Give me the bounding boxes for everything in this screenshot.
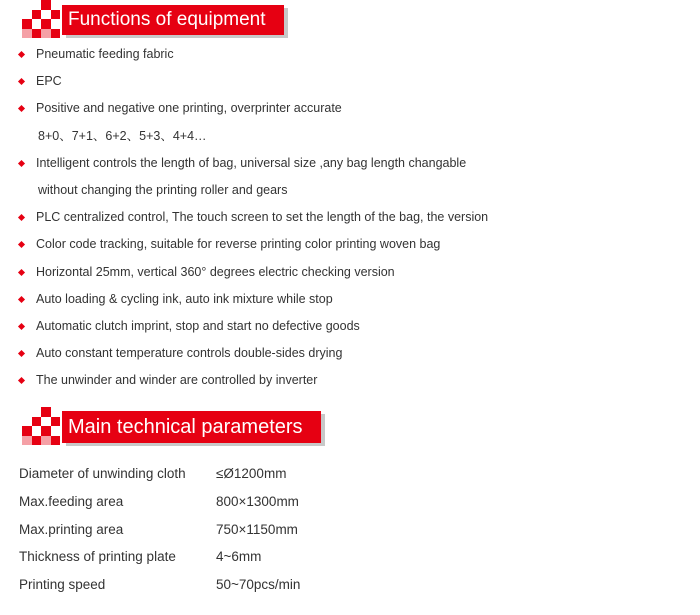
feature-list [0, 41, 700, 394]
bullet-diamond-icon [18, 160, 25, 167]
parameter-value: 750×1150mm [216, 521, 298, 537]
parameter-value: 800×1300mm [216, 493, 299, 509]
list-item-text: Positive and negative one printing, overprinter accurate [36, 101, 342, 116]
checker-logo-icon [22, 407, 60, 445]
list-item-text: without changing the printing roller and gears [38, 182, 288, 197]
bullet-diamond-icon [18, 78, 25, 85]
list-item-text: Auto constant temperature controls double-sides drying [36, 346, 343, 361]
table-row [18, 516, 618, 544]
list-item [0, 150, 700, 177]
parameter-value: ≤Ø1200mm [216, 466, 287, 481]
list-item [0, 313, 700, 340]
list-item-text: Intelligent controls the length of bag, universal size ,any bag length changable [36, 155, 467, 170]
bullet-diamond-icon [18, 51, 25, 58]
list-item-text: Automatic clutch imprint, stop and start no defective goods [36, 318, 360, 333]
list-item [0, 177, 700, 204]
list-item [0, 95, 700, 122]
parameter-name: Max.feeding area [19, 493, 124, 509]
bullet-diamond-icon [18, 241, 25, 248]
table-row [18, 488, 618, 516]
list-item [0, 286, 700, 313]
bullet-diamond-icon [18, 323, 25, 330]
table-row [18, 543, 618, 571]
bullet-diamond-icon [18, 296, 25, 303]
list-item-text: Horizontal 25mm, vertical 360° degrees electric checking version [36, 264, 395, 279]
list-item-text: Auto loading & cycling ink, auto ink mixture while stop [36, 291, 333, 306]
parameters-table [18, 460, 618, 599]
parameter-name: Printing speed [19, 577, 106, 593]
bullet-diamond-icon [18, 105, 25, 112]
list-item [0, 367, 700, 394]
bullet-diamond-icon [18, 268, 25, 275]
list-item [0, 204, 700, 231]
parameter-name: Thickness of printing plate [19, 549, 176, 565]
bullet-diamond-icon [18, 214, 25, 221]
list-item [0, 123, 700, 150]
list-item-text: The unwinder and winder are controlled by inverter [36, 373, 318, 388]
parameter-name: Diameter of unwinding cloth [19, 466, 186, 481]
parameter-value: 4~6mm [216, 549, 262, 565]
table-row [18, 571, 618, 599]
bullet-diamond-icon [18, 350, 25, 357]
list-item [0, 68, 700, 95]
section-header-parameters [0, 407, 700, 445]
section-header-functions [0, 0, 700, 38]
checker-logo-icon [22, 0, 60, 38]
list-item-text: Color code tracking, suitable for reverse printing color printing woven bag [36, 237, 441, 252]
bullet-diamond-icon [18, 377, 25, 384]
list-item [0, 340, 700, 367]
section-title: Main technical parameters [62, 411, 321, 443]
section-title: Functions of equipment [62, 5, 284, 35]
list-item-text: PLC centralized control, The touch screen to set the length of the bag, the version [36, 210, 489, 225]
list-item-text: Pneumatic feeding fabric [36, 47, 174, 61]
parameter-name: Max.printing area [19, 521, 124, 537]
list-item [0, 41, 700, 68]
list-item [0, 231, 700, 258]
table-row [18, 460, 618, 488]
list-item-text: 8+0、7+1、6+2、5+3、4+4… [38, 128, 207, 143]
list-item [0, 259, 700, 286]
list-item-text: EPC [36, 74, 62, 89]
parameter-value: 50~70pcs/min [216, 577, 301, 593]
